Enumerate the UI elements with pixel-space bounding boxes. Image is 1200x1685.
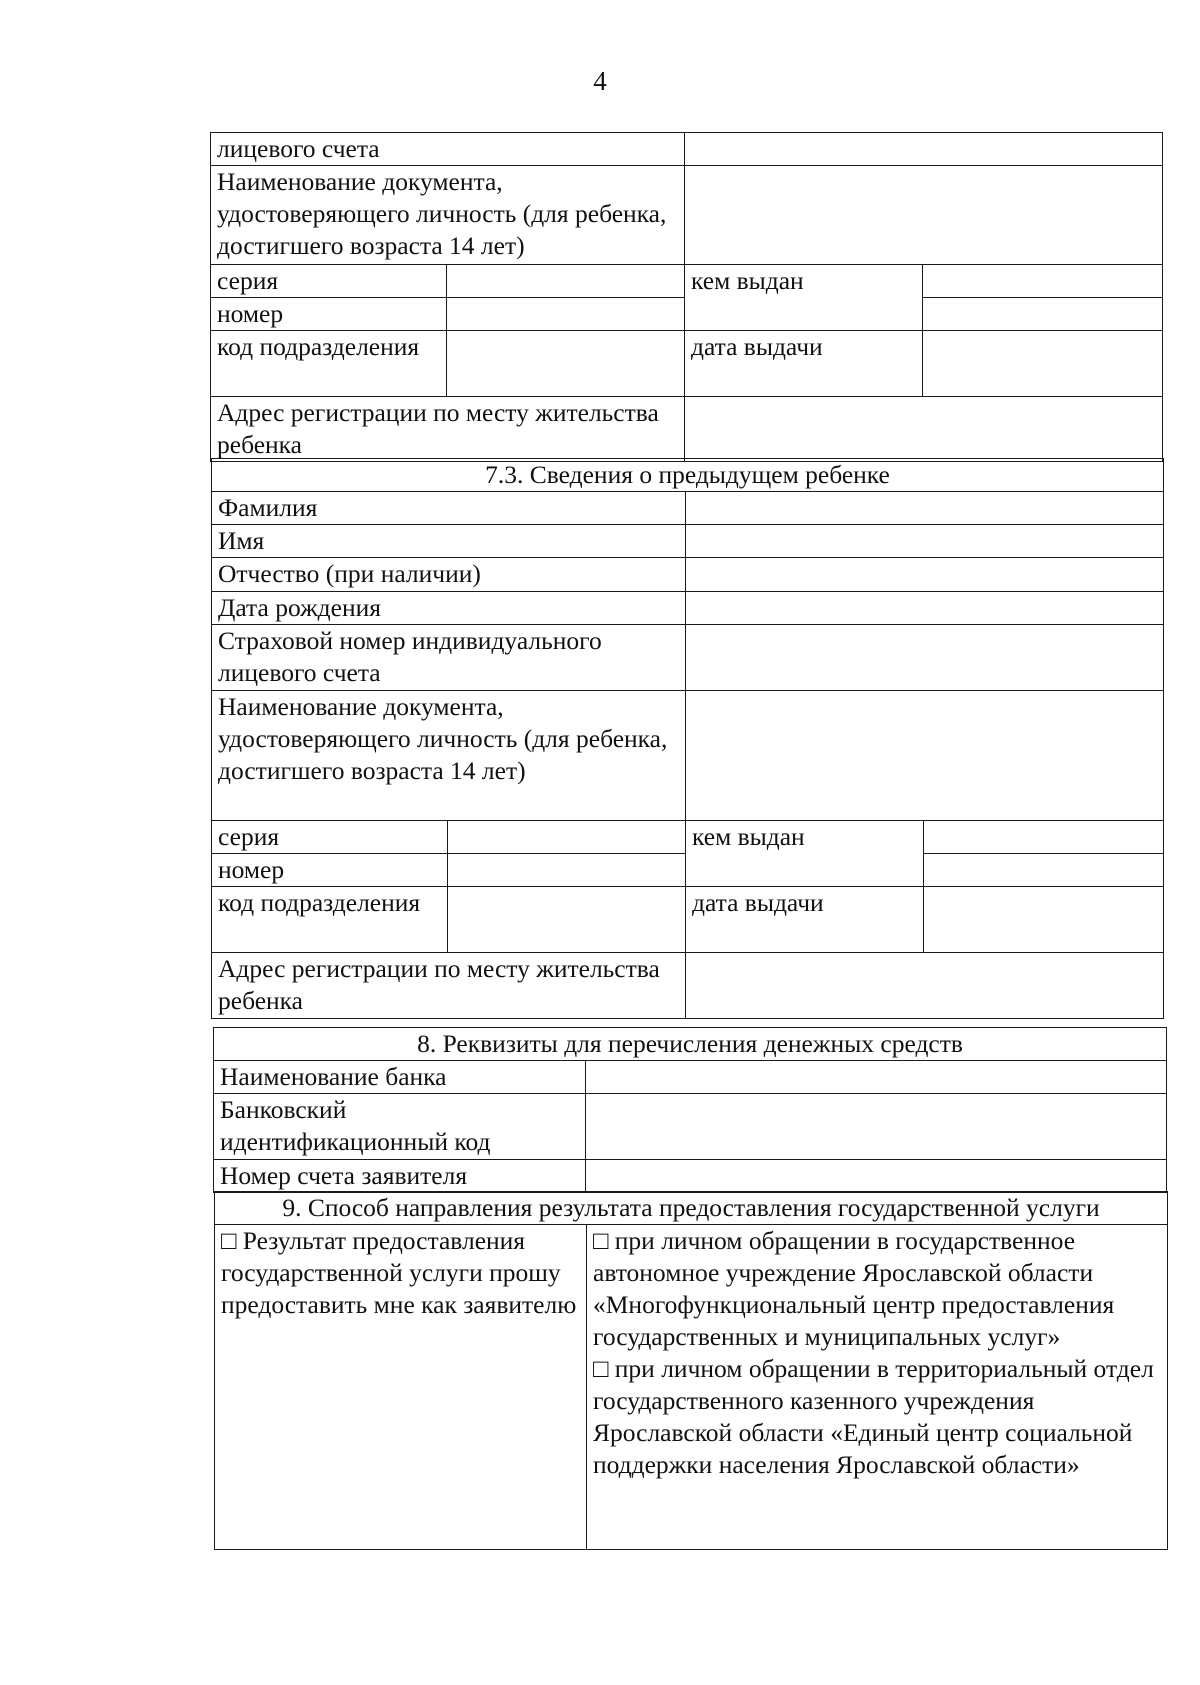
birth-date-label: Дата рождения: [212, 592, 686, 625]
option-social-center[interactable]: □ при личном обращении в территориальный отдел государственного казенного учреждения Ярославской области «Единый центр социальной поддержки населения Ярославской области»: [593, 1354, 1154, 1479]
snils-label: Страховой номер индивидуального лицевого счета: [212, 625, 686, 691]
prev-id-document-field[interactable]: [686, 691, 1164, 821]
prev-issued-by-field[interactable]: [924, 821, 1164, 854]
patronymic-field[interactable]: [686, 558, 1164, 592]
address-label: Адрес регистрации по месту жительства ребенка: [211, 397, 685, 462]
prev-number-label: номер: [212, 854, 448, 887]
patronymic-label: Отчество (при наличии): [212, 558, 686, 592]
snils-tail-label: лицевого счета: [211, 133, 685, 166]
name-label: Имя: [212, 525, 686, 558]
bank-details-table: [213, 1027, 1167, 1193]
issue-date-label: дата выдачи: [685, 331, 923, 397]
previous-child-table: [211, 458, 1164, 1019]
division-code-field[interactable]: [447, 331, 685, 397]
series-field[interactable]: [447, 265, 685, 298]
birth-date-field[interactable]: [686, 592, 1164, 625]
prev-issued-by-label: кем выдан: [686, 821, 924, 887]
prev-series-label: серия: [212, 821, 448, 854]
page-number: 4: [593, 66, 607, 96]
number-label: номер: [211, 298, 447, 331]
issued-by-field-2[interactable]: [923, 298, 1163, 331]
prev-issue-date-label: дата выдачи: [686, 887, 924, 953]
surname-label: Фамилия: [212, 492, 686, 525]
surname-field[interactable]: [686, 492, 1164, 525]
id-document-field[interactable]: [685, 166, 1163, 265]
bank-name-field[interactable]: [586, 1061, 1167, 1094]
number-field[interactable]: [447, 298, 685, 331]
option-mfc[interactable]: □ при личном обращении в государственное автономное учреждение Ярославской области «Многофункциональный центр предоставления государственных и муниципальных услуг»: [593, 1226, 1115, 1351]
delivery-section-title: 9. Способ направления результата предоставления государственной услуги: [215, 1192, 1168, 1225]
prev-division-code-label: код подразделения: [212, 887, 448, 953]
prev-series-field[interactable]: [448, 821, 686, 854]
prev-issued-by-field-2[interactable]: [924, 854, 1164, 887]
delivery-method-table: [214, 1191, 1168, 1550]
bank-section-title: 8. Реквизиты для перечисления денежных средств: [214, 1028, 1167, 1061]
prev-issue-date-field[interactable]: [924, 887, 1164, 953]
address-field[interactable]: [685, 397, 1163, 462]
bic-label: Банковский идентификационный код: [214, 1094, 586, 1160]
series-label: серия: [211, 265, 447, 298]
prev-address-label: Адрес регистрации по месту жительства ребенка: [212, 953, 686, 1019]
prev-id-document-label: Наименование документа, удостоверяющего личность (для ребенка, достигшего возраста 14 лет): [212, 691, 686, 821]
snils-tail-field[interactable]: [685, 133, 1163, 166]
child-document-table: [210, 132, 1163, 462]
account-field[interactable]: [586, 1160, 1167, 1193]
issued-by-label: кем выдан: [685, 265, 923, 331]
bic-field[interactable]: [586, 1094, 1167, 1160]
id-document-label: Наименование документа, удостоверяющего личность (для ребенка, достигшего возраста 14 лет): [211, 166, 685, 265]
name-field[interactable]: [686, 525, 1164, 558]
delivery-right-options: [587, 1225, 1168, 1550]
issue-date-field[interactable]: [923, 331, 1163, 397]
prev-division-code-field[interactable]: [448, 887, 686, 953]
bank-name-label: Наименование банка: [214, 1061, 586, 1094]
previous-child-section-title: 7.3. Сведения о предыдущем ребенке: [212, 459, 1164, 492]
division-code-label: код подразделения: [211, 331, 447, 397]
issued-by-field[interactable]: [923, 265, 1163, 298]
prev-number-field[interactable]: [448, 854, 686, 887]
prev-address-field[interactable]: [686, 953, 1164, 1019]
applicant-delivery-checkbox-label: □ Результат предоставления государственной услуги прошу предоставить мне как заявителю: [221, 1226, 577, 1319]
snils-field[interactable]: [686, 625, 1164, 691]
account-label: Номер счета заявителя: [214, 1160, 586, 1193]
delivery-left-option[interactable]: [215, 1225, 587, 1550]
